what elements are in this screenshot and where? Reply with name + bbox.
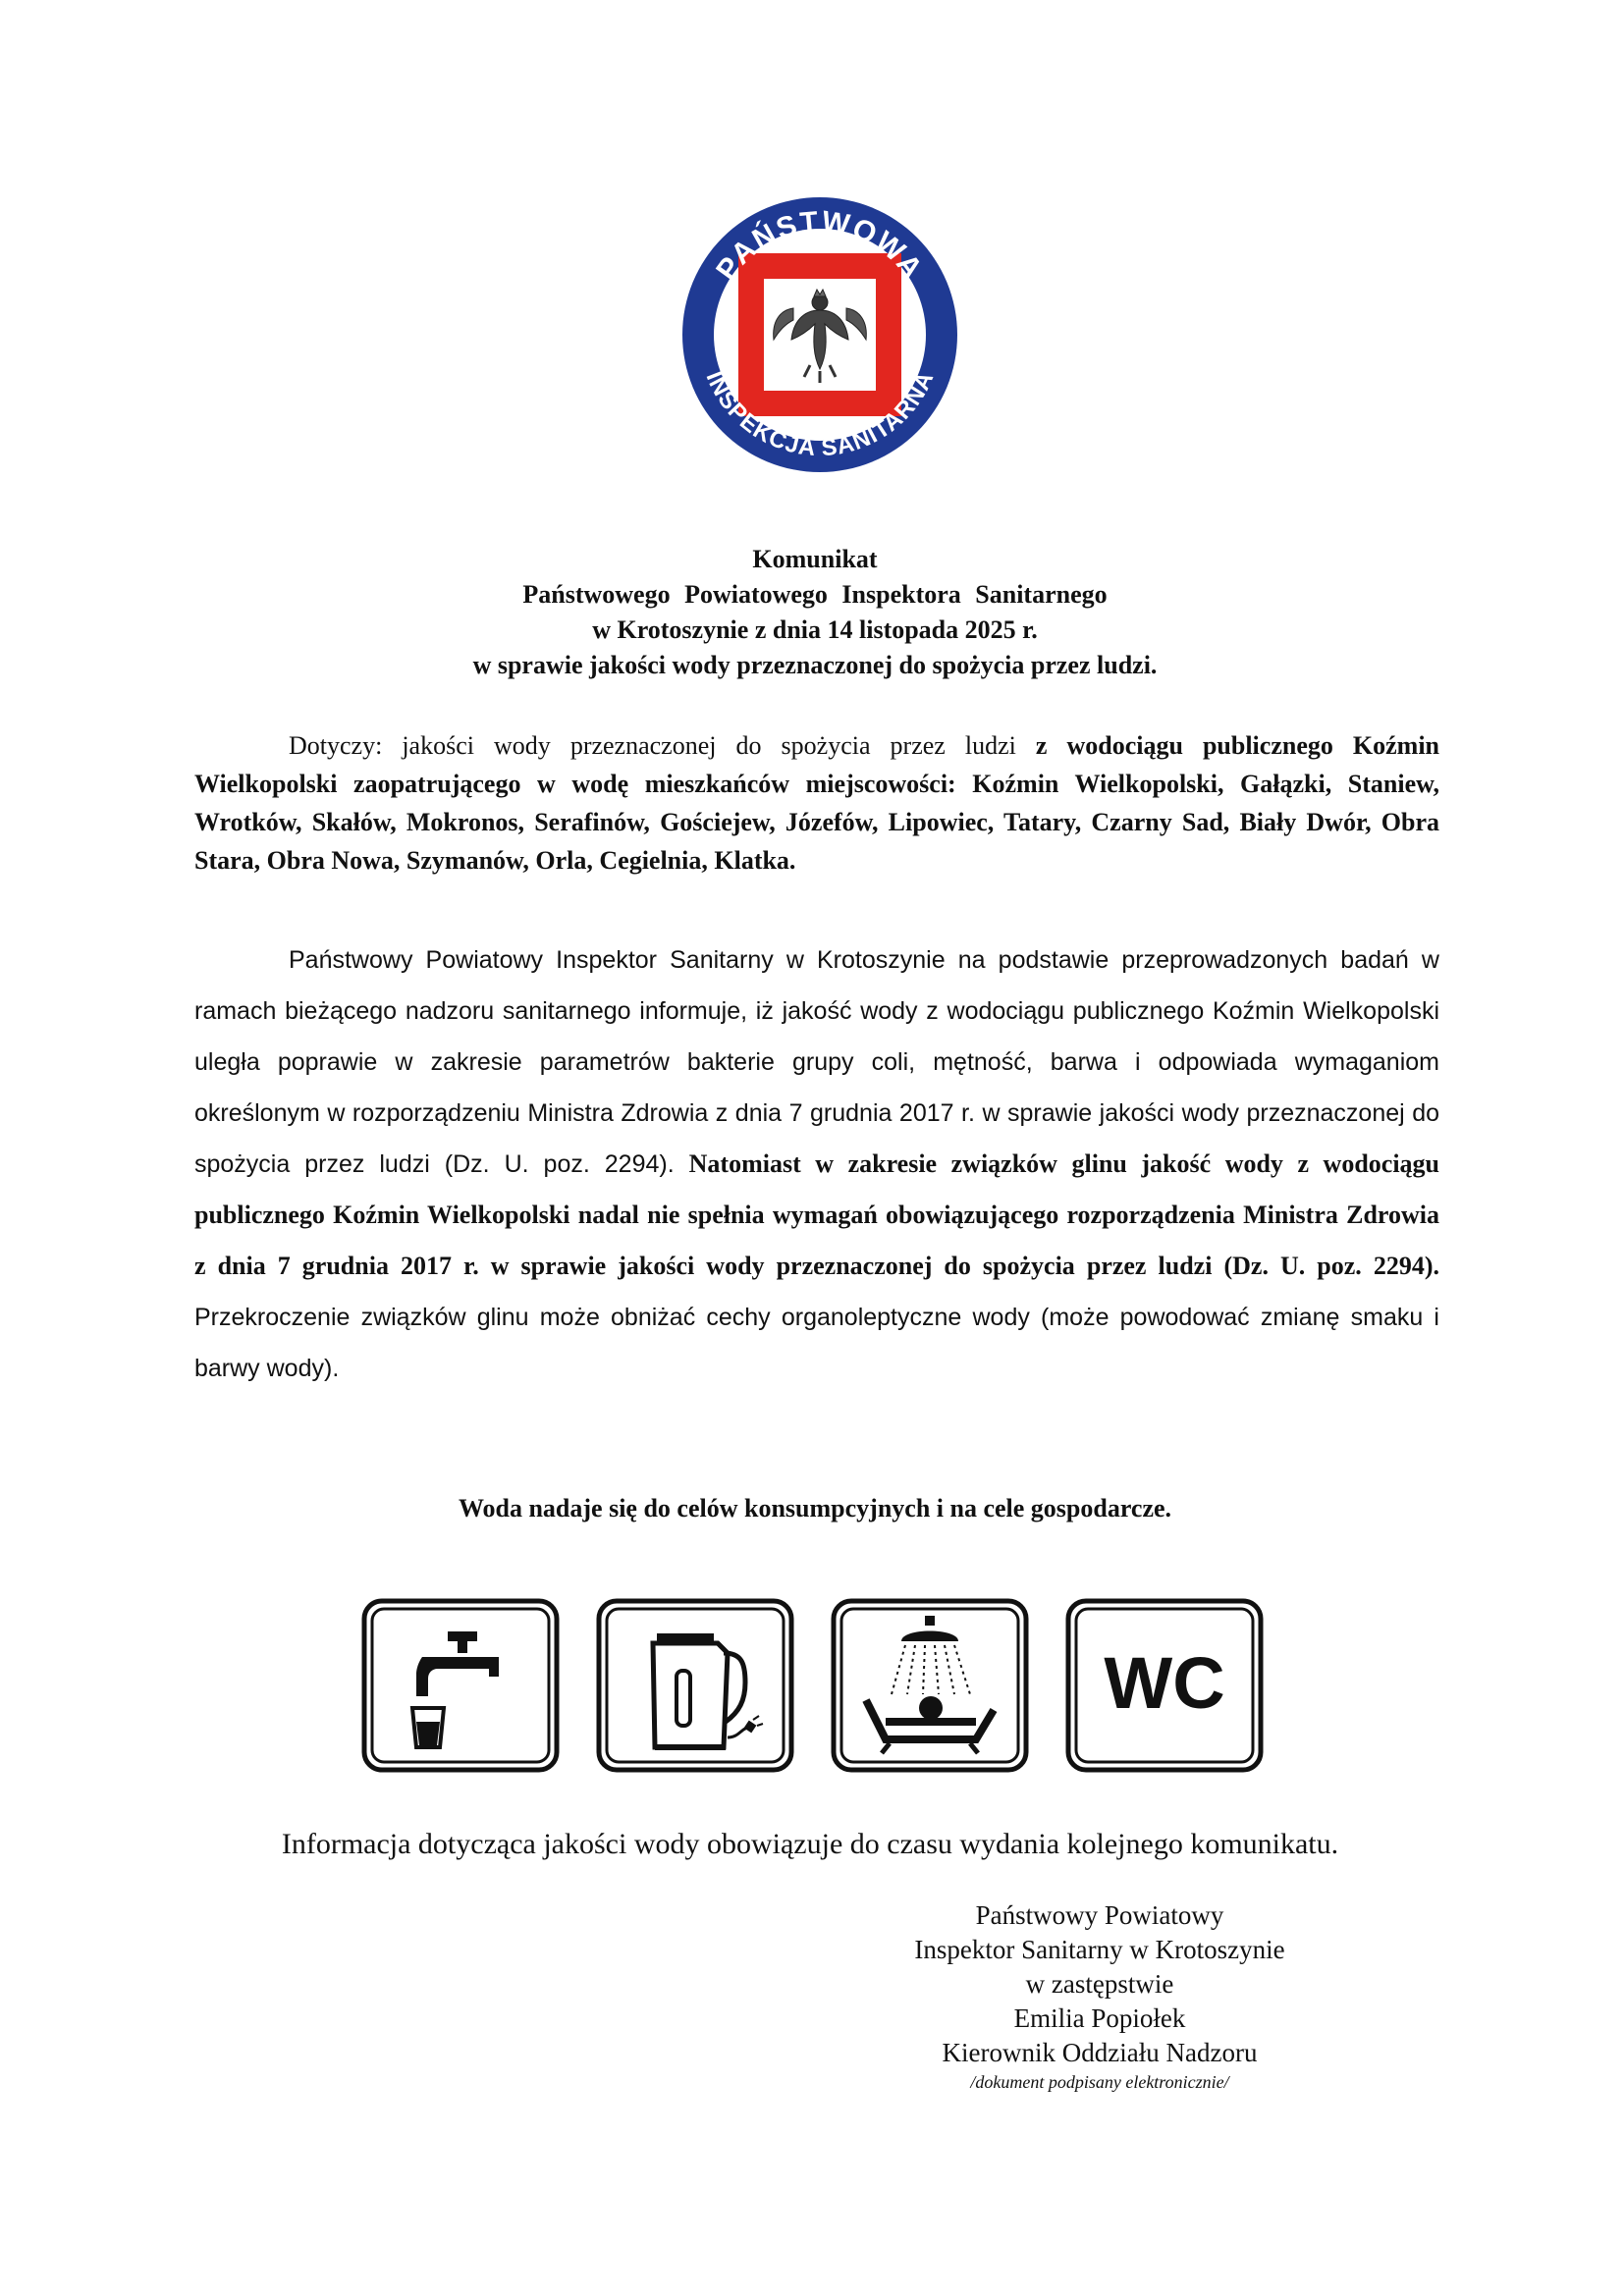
signature-block (844, 1898, 1355, 2094)
tap-glass-icon (361, 1598, 560, 1773)
header-title: Komunikat (752, 545, 878, 573)
findings-aluminium-warning: Natomiast w zakresie związków glinu jakość wody z wodociągu publicznego Koźmin Wielkopolski nadal nie spełnia wymagań obowiązującego rozporządzenia Ministra Zdrowia z dnia 7 grudnia 2017 r. w sprawie jakości wody przeznaczonej do spożycia przez ludzi (Dz. U. poz. 2294). (194, 1149, 1439, 1280)
kettle-icon (596, 1598, 794, 1773)
signature-note: /dokument podpisany elektronicznie/ (970, 2072, 1229, 2092)
signature-line-3: w zastępstwie (1025, 1969, 1174, 1999)
signature-line-1: Państwowy Powiatowy (975, 1900, 1224, 1930)
logo-ring-text-bottom: INSPEKCJA SANITARNA (700, 366, 940, 462)
header-subject: w sprawie jakości wody przeznaczonej do spożycia przez ludzi. (472, 651, 1158, 679)
findings-effects: Przekroczenie związków glinu może obniżać cechy organoleptyczne wody (może powodować zmianę smaku i barwy wody). (194, 1304, 1439, 1382)
announcement-header (177, 542, 1453, 683)
header-authority: Państwowego Powiatowego Inspektora Sanitarnego (522, 580, 1108, 609)
concerning-text: Dotyczy: jakości wody przeznaczonej do spożycia przez ludzi (289, 731, 1036, 760)
header-date: w Krotoszynie z dnia 14 listopada 2025 r. (592, 615, 1038, 644)
wc-icon-text: WC (1104, 1642, 1225, 1724)
shower-bath-icon (831, 1598, 1029, 1773)
usage-statement: Woda nadaje się do celów konsumpcyjnych i na cele gospodarcze. (458, 1494, 1172, 1522)
logo-ring-text-top: PAŃSTWOWA (710, 205, 930, 287)
validity-info: Informacja dotycząca jakości wody obowiązuje do czasu wydania kolejnego komunikatu. (281, 1828, 1339, 1860)
wc-pictogram (1065, 1598, 1264, 1773)
usage-pictograms (361, 1598, 1274, 1775)
paragraph-concerning (194, 726, 1439, 880)
paragraph-findings (194, 934, 1439, 1394)
inspekcja-sanitarna-logo (677, 192, 962, 477)
signature-name: Emilia Popiołek (1013, 2003, 1186, 2033)
findings-text: Państwowy Powiatowy Inspektor Sanitarny w Krotoszynie na podstawie przeprowadzonych badań w ramach bieżącego nadzoru sanitarnego informuje, iż jakość wody z wodociągu publicznego Koźmin Wielkopolski uległa poprawie w zakresie parametrów bakterie grupy coli, mętność, barwa i odpowiada wymaganiom określonym w rozporządzeniu Ministra Zdrowia z dnia 7 grudnia 2017 r. w sprawie jakości wody przeznaczonej do spożycia przez ludzi (Dz. U. poz. 2294). (194, 946, 1439, 1178)
signature-line-2: Inspektor Sanitarny w Krotoszynie (914, 1935, 1285, 1964)
concerning-localities: z wodociągu publicznego Koźmin Wielkopolski zaopatrującego w wodę mieszkańców miejscowości: Koźmin Wielkopolski, Gałązki, Staniew, Wrotków, Skałów, Mokronos, Serafinów, Gościejew, Józefów, Lipowiec, Tatary, Czarny Sad, Biały Dwór, Obra Stara, Obra Nowa, Szymanów, Orla, Cegielnia, Klatka. (194, 731, 1440, 875)
signature-position: Kierownik Oddziału Nadzoru (942, 2038, 1258, 2067)
